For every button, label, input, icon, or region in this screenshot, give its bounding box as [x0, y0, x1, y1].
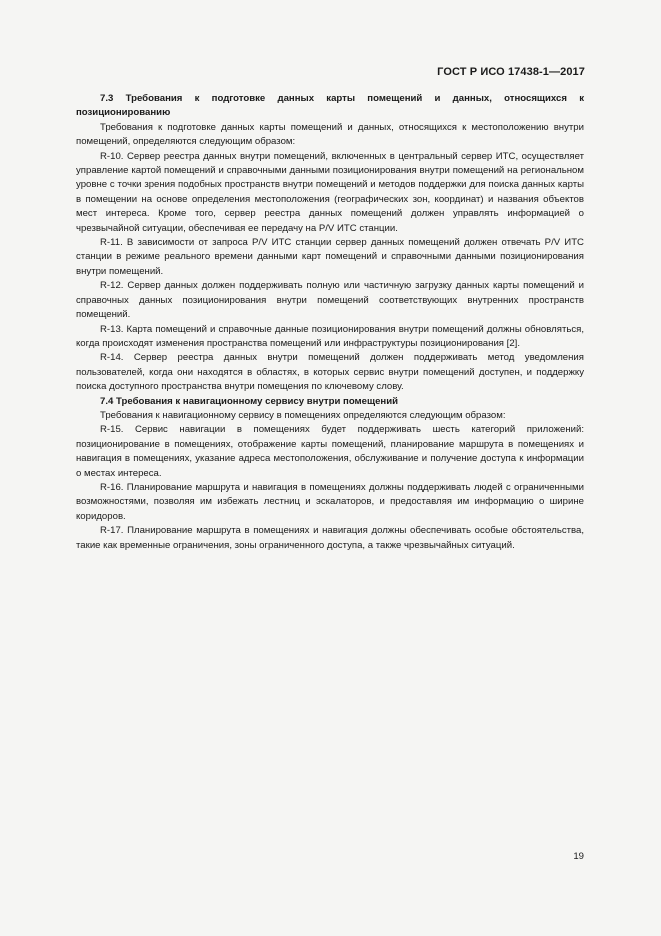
requirement-r15: R-15. Сервис навигации в помещениях будет поддерживать шесть категорий приложений: позиционирование в помещениях, отображение карты помещений, планирование маршрута в помещениях и навигация в помещениях, указание адреса местоположения, обслуживание и получение доступа к информации о местах интереса. [76, 424, 584, 479]
requirement-r17: R-17. Планирование маршрута в помещениях и навигация должны обеспечивать особые обстоятельства, такие как временные ограничения, зоны ограниченного доступа, а также чрезвычайных ситуаций. [76, 525, 584, 551]
section-title: Требования к подготовке данных карты помещений и данных, относящихся к позиционированию [76, 93, 584, 119]
page-number: 19 [573, 851, 584, 862]
section-title: Требования к навигационному сервису внутри помещений [116, 395, 399, 407]
section-number: 7.4 [100, 395, 114, 407]
requirement-r10: R-10. Сервер реестра данных внутри помещений, включенных в центральный сервер ИТС, осуществляет управление картой помещений и справочными данными позиционирования внутри помещений на региональном уровне с точки зрения подобных пространств внутри помещений и методов поддержки для поиска данных карты в помещении на основе определения местоположения (географических зон, координат) и названия объектов мест интереса. Кроме того, сервер реестра данных помещений должен управлять информацией о чрезвычайной ситуации, обеспечивая ее передачу на P/V ИТС станции. [76, 150, 584, 234]
requirement-r12: R-12. Сервер данных должен поддерживать полную или частичную загрузку данных карты помещений и справочных данных позиционирования внутри помещений соответствующих внутренних пространств помещений. [76, 280, 584, 321]
document-header-id: ГОСТ Р ИСО 17438-1—2017 [437, 66, 585, 78]
requirement-r14: R-14. Сервер реестра данных внутри помещений должен поддерживать метод уведомления пользователей, когда они находятся в областях, в которых сервис внутри помещений доступен, и поддержку поиска доступного пространства внутри помещения по ключевому слову. [76, 352, 584, 393]
section-number: 7.3 [100, 93, 114, 104]
requirement-r16: R-16. Планирование маршрута и навигация в помещениях должны поддерживать людей с ограниченными возможностями, позволяя им избежать лестниц и эскалаторов, и предоставляя им информацию о ширине коридоров. [76, 481, 584, 522]
paragraph: Требования к подготовке данных карты помещений и данных, относящихся к местоположению внутри помещений, определяются следующим образом: [76, 121, 584, 148]
paragraph: Требования к навигационному сервису в помещениях определяются следующим образом: [100, 409, 506, 421]
section-heading-7-3 [76, 92, 584, 121]
requirement-r11: R-11. В зависимости от запроса P/V ИТС станции сервер данных помещений должен отвечать P/V ИТС станции в режиме реального времени данными карт помещений и справочными данными позиционирования внутри помещений. [76, 237, 584, 277]
section-heading-7-4 [76, 395, 584, 409]
requirement-r13: R-13. Карта помещений и справочные данные позиционирования внутри помещений должны обновляться, когда происходят изменения пространства помещений или инфраструктуры позиционирования [2]. [76, 323, 584, 349]
document-body [76, 92, 584, 553]
